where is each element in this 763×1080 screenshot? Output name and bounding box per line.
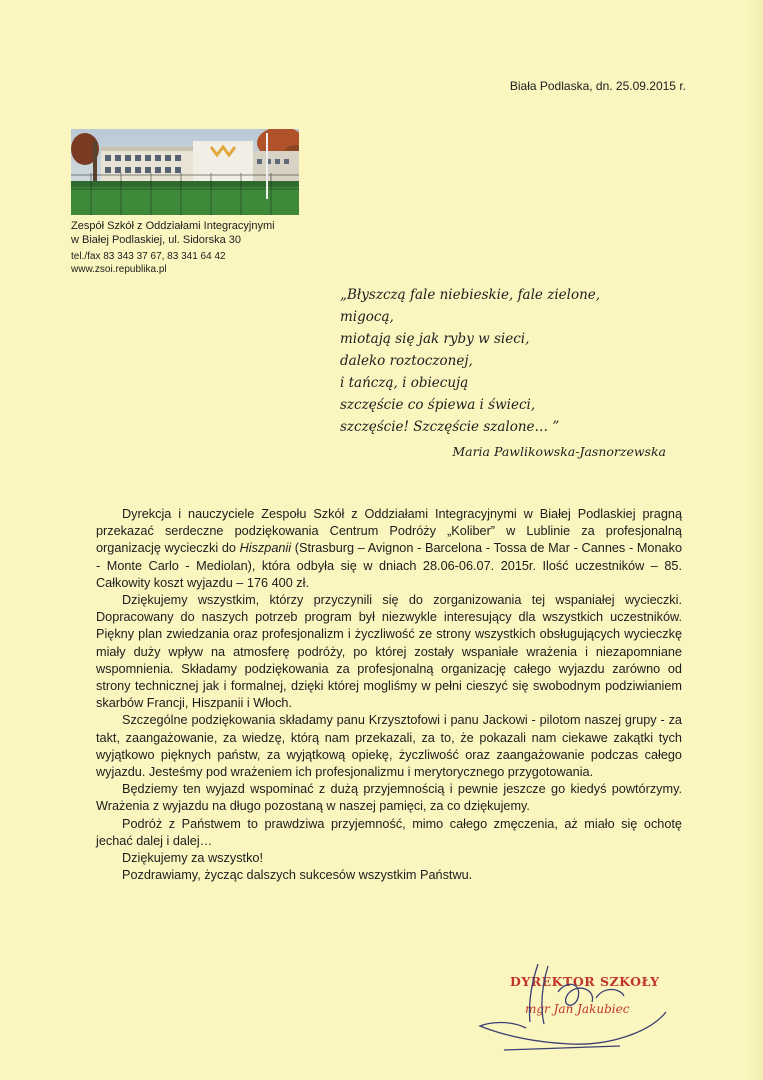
destination-name: Hiszpanii	[239, 541, 292, 556]
letter-paragraph: Dziękujemy za wszystko!	[122, 851, 264, 866]
poem-line: daleko roztoczonej,	[340, 353, 473, 369]
poem-line: szczęście! Szczęście szalone… ”	[340, 419, 560, 435]
poem-line: szczęście co śpiewa i świeci,	[340, 397, 536, 413]
paragraph-text: Dyrekcja i nauczyciele Zespołu Szkół z Oddziałami Integracyjnymi w Białej Podlaskiej pragną przekazać serdeczne podziękowania Centrum Podróży „Koliber” w Lublinie za profesjonalną organizację wycieczki do	[96, 507, 682, 556]
letter-paragraph: Pozdrawiamy, życząc dalszych sukcesów wszystkim Państwu.	[122, 868, 473, 883]
letter-paragraph: Będziemy ten wyjazd wspominać z dużą przyjemnością i pewnie jeszcze go kiedyś powtórzymy. Wrażenia z wyjazdu na długo pozostaną w naszej pamięci, za co dziękujemy.	[96, 782, 682, 814]
signature-scribble	[470, 962, 670, 1057]
school-phone: tel./fax 83 343 37 67, 83 341 64 42	[71, 251, 226, 262]
poem-quote	[340, 284, 670, 438]
school-header	[71, 220, 275, 247]
school-contact	[71, 251, 226, 276]
poem-line: migocą,	[340, 309, 394, 325]
letter-date: Biała Podlaska, dn. 25.09.2015 r.	[509, 79, 686, 93]
letter-body	[96, 506, 682, 884]
director-signature	[470, 962, 670, 1057]
poem-author: Maria Pawlikowska-Jasnorzewska	[452, 444, 666, 459]
paragraph-text: (Strasburg – Avignon - Barcelona - Tossa de Mar - Cannes - Monako - Monte Carlo - Mediolan), która odbyła się w dniach 28.06-06.07. 2015r. Ilość uczestników – 85. Całkowity koszt wyjazdu – 176 400 zł.	[96, 541, 683, 590]
stamp-title: DYREKTOR SZKOŁY	[510, 974, 660, 989]
poem-line: miotają się jak ryby w sieci,	[340, 331, 530, 347]
school-name: Zespół Szkół z Oddziałami Integracyjnymi	[71, 220, 275, 232]
letter-paragraph: Podróż z Państwem to prawdziwa przyjemność, mimo całego zmęczenia, aż miało się ochotę jechać dalej i dalej…	[96, 816, 682, 848]
school-address: w Białej Podlaskiej, ul. Sidorska 30	[71, 233, 241, 246]
poem-line: i tańczą, i obiecują	[340, 375, 469, 391]
letter-paragraph	[96, 506, 682, 592]
poem-line: „Błyszczą fale niebieskie, fale zielone,	[340, 287, 601, 303]
letter-paragraph: Szczególne podziękowania składamy panu Krzysztofowi i panu Jackowi - pilotom naszej grupy - za takt, zaangażowanie, za wiedzę, którą nam przekazali, za to, że pokazali nam ciekawe zakątki tych wyjątkowo pięknych państw, za wyjątkową opiekę, życzliwość oraz zaangażowanie podczas całego wyjazdu. Jesteśmy pod wrażeniem ich profesjonalizmu i merytorycznego przygotowania.	[96, 713, 682, 780]
school-building-photo	[71, 129, 299, 215]
stamp-name: mgr Jan Jakubiec	[525, 1002, 630, 1016]
school-website: www.zsoi.republika.pl	[71, 263, 167, 275]
letter-paragraph: Dziękujemy wszystkim, którzy przyczynili się do zorganizowania tej wspaniałej wycieczki. Dopracowany do naszych potrzeb program był niezwykle interesujący dla wszystkich uczestników. Piękny plan zwiedzania oraz profesjonalizm i życzliwość ze strony wszystkich obsługujących wycieczkę miały duży wpływ na atmosferę podróży, po której zostały wspaniałe wrażenia i niezapomniane wspomnienia. Składamy podziękowania za profesjonalną organizację całego wyjazdu zarówno od strony technicznej jak i formalnej, dzięki której mogliśmy w pełni cieszyć się swobodnym podziwianiem skarbów Francji, Hiszpanii i Włoch.	[96, 593, 682, 711]
